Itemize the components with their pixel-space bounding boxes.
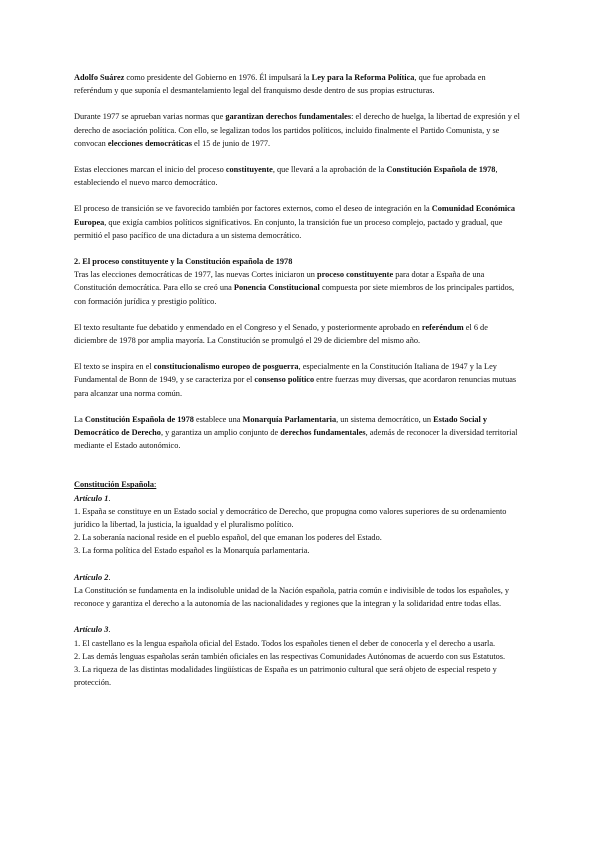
text-run: El proceso de transición se ve favorecido también por factores externos, como el deseo de integración en la bbox=[74, 204, 432, 214]
text-run: El texto resultante fue debatido y enmendado en el Congreso y el Senado, y posteriormente aprobado en bbox=[74, 322, 422, 332]
paragraph bbox=[74, 163, 520, 189]
article-title bbox=[74, 571, 520, 584]
bold-term: Ponencia Constitucional bbox=[233, 283, 320, 293]
text-run: El texto se inspira en el bbox=[74, 362, 154, 372]
article-title-suffix: . bbox=[108, 493, 111, 503]
constitution-title: Constitución Española: bbox=[74, 480, 157, 490]
text-run: , y garantiza un amplio conjunto de bbox=[160, 428, 281, 438]
article-item: 1. España se constituye en un Estado social y democrático de Derecho, que propugna como valores superiores de su ordenamiento jurídico la libertad, la justicia, la igualdad y el pluralismo político. bbox=[74, 506, 507, 530]
article-block bbox=[74, 492, 520, 558]
article-block bbox=[74, 623, 520, 689]
paragraph bbox=[74, 360, 520, 400]
bold-term: Constitución Española de 1978 bbox=[386, 165, 496, 175]
bold-term: consenso político bbox=[254, 375, 315, 385]
text-run: Durante 1977 se aprueban varias normas que bbox=[74, 112, 226, 122]
article-item: 2. Las demás lenguas españolas serán también oficiales en las respectivas Comunidades Autónomas de acuerdo con sus Estatutos. bbox=[74, 651, 506, 661]
text-run: , que exigía cambios políticos significativos. En conjunto, la transición fue un proceso complejo, pactado y gradual, que permitió el paso pacífico de una dictadura a un sistema democrático. bbox=[74, 217, 503, 240]
article-block bbox=[74, 571, 520, 611]
articles-list bbox=[74, 492, 520, 690]
bold-term: Estado Social y Democrático de Derecho bbox=[74, 414, 488, 438]
text-run: el 6 de diciembre de 1978 por amplia mayoría. La Constitución se promulgó el 29 de diciembre del mismo año. bbox=[74, 322, 488, 346]
article-item: 2. La soberanía nacional reside en el pueblo español, del que emanan los poderes del Estado. bbox=[74, 533, 382, 543]
bold-term: elecciones democráticas bbox=[107, 138, 192, 148]
text-run: , además de reconocer la diversidad territorial mediante el Estado autonómico. bbox=[74, 428, 518, 451]
section-2-heading: 2. El proceso constituyente y la Constitución española de 1978 bbox=[74, 257, 293, 267]
text-run: : el derecho de huelga, la libertad de expresión y el derecho de asociación política. Con ello, se legalizan todos los partidos políticos, incluido finalmente el Partido Comunista, y se convocan bbox=[74, 112, 520, 148]
section-2-body bbox=[74, 268, 520, 452]
article-title bbox=[74, 623, 520, 636]
text-run: , especialmente en la Constitución Italiana de 1947 y la Ley Fundamental de Bonn de 1949, y se caracteriza por el bbox=[74, 362, 497, 385]
bold-term: derechos fundamentales bbox=[280, 428, 366, 438]
text-run: para dotar a España de una Constitución democrática. Para ello se creó una bbox=[74, 270, 485, 293]
paragraph bbox=[74, 110, 520, 150]
paragraph bbox=[74, 321, 520, 347]
article-title-text: Artículo 1 bbox=[74, 493, 109, 503]
text-run: como presidente del Gobierno en 1976. Él impulsará la bbox=[124, 73, 312, 82]
text-run: La bbox=[74, 414, 85, 424]
paragraph bbox=[74, 413, 520, 453]
text-run: , que llevará a la aprobación de la bbox=[272, 165, 387, 175]
intro-section bbox=[74, 71, 520, 242]
bold-term: constitucionalismo europeo de posguerra bbox=[153, 362, 299, 372]
paragraph bbox=[74, 71, 520, 97]
bold-term: Monarquía Parlamentaria bbox=[242, 414, 337, 424]
article-item: 1. El castellano es la lengua española oficial del Estado. Todos los españoles tienen el deber de conocerla y el derecho a usarla. bbox=[74, 638, 496, 648]
article-item: La Constitución se fundamenta en la indisoluble unidad de la Nación española, patria común e indivisible de todos los españoles, y reconoce y garantiza el derecho a la autonomía de las nacionalidades y regiones que la integran y la solidaridad entre todas ellas. bbox=[74, 585, 510, 609]
bold-term: garantizan derechos fundamentales bbox=[225, 112, 352, 122]
text-run: , que fue aprobada en referéndum y que suponía el desmantelamiento legal del franquismo desde dentro de sus propias estructuras. bbox=[74, 73, 486, 96]
article-item: 3. La riqueza de las distintas modalidades lingüísticas de España es un patrimonio cultural que será objeto de especial respeto y protección. bbox=[74, 664, 497, 688]
text-run: entre fuerzas muy diversas, que acordaron renuncias mutuas para alcanzar una norma común. bbox=[74, 375, 517, 398]
paragraph bbox=[74, 202, 520, 242]
spacer bbox=[74, 465, 520, 478]
bold-term: Adolfo Suárez bbox=[74, 73, 125, 82]
article-item: 3. La forma política del Estado español es la Monarquía parlamentaria. bbox=[74, 546, 310, 556]
article-title-suffix: . bbox=[108, 572, 111, 582]
bold-term: constituyente bbox=[225, 165, 273, 175]
paragraph bbox=[74, 268, 520, 308]
article-title bbox=[74, 492, 520, 505]
bold-term: referéndum bbox=[421, 322, 464, 332]
bold-term: proceso constituyente bbox=[317, 270, 394, 280]
article-title-text: Artículo 3 bbox=[74, 625, 109, 635]
text-run: , estableciendo el nuevo marco democrático. bbox=[74, 165, 498, 188]
text-run: establece una bbox=[193, 414, 243, 424]
text-run: Estas elecciones marcan el inicio del proceso bbox=[74, 165, 226, 175]
text-run: compuesta por siete miembros de los principales partidos, con formación jurídica y prestigio político. bbox=[74, 283, 515, 306]
bold-term: Constitución Española de 1978 bbox=[84, 414, 194, 424]
text-run: Tras las elecciones democráticas de 1977, las nuevas Cortes iniciaron un bbox=[74, 270, 317, 280]
text-run: el 15 de junio de 1977. bbox=[191, 138, 271, 148]
text-run: , un sistema democrático, un bbox=[336, 414, 434, 424]
article-title-suffix: . bbox=[108, 625, 111, 635]
article-title-text: Artículo 2 bbox=[74, 572, 109, 582]
bold-term: Ley para la Reforma Política bbox=[311, 73, 415, 82]
bold-term: Comunidad Económica Europea bbox=[74, 204, 515, 227]
